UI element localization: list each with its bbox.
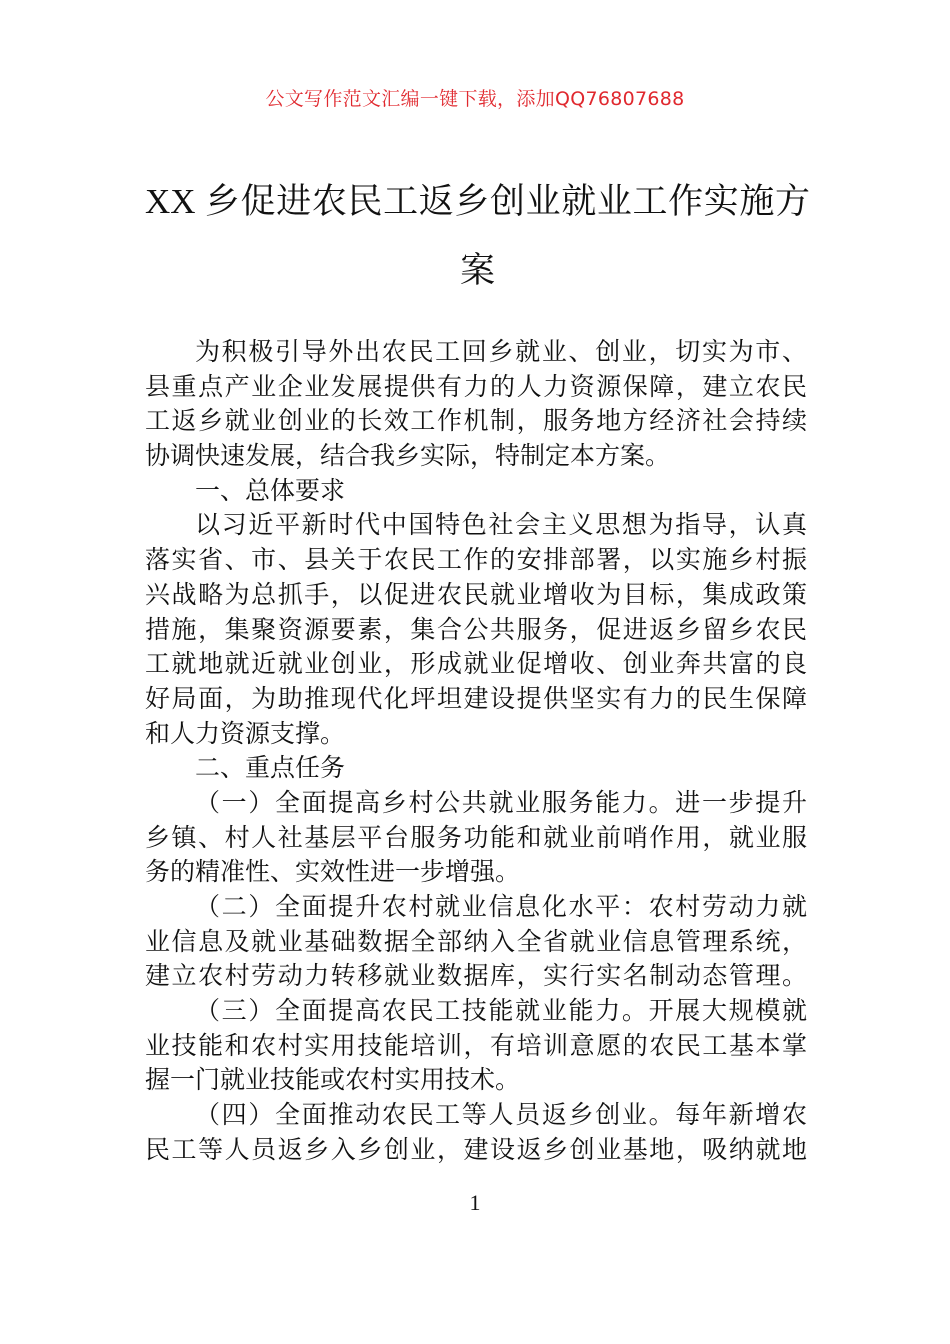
intro-paragraph-line: 协调快速发展，结合我乡实际，特制定本方案。 xyxy=(145,441,671,471)
task-3-line: （三）全面提高农民工技能就业能力。开展大规模就 xyxy=(195,996,807,1026)
page-number: 1 xyxy=(469,1190,481,1215)
task-1-line: 务的精准性、实效性进一步增强。 xyxy=(145,857,521,887)
task-2-line: （二）全面提升农村就业信息化水平：农村劳动力就 xyxy=(195,892,807,921)
task-3-line: 业技能和农村实用技能培训，有培训意愿的农民工基本掌 xyxy=(145,1030,807,1060)
task-3-line: 握一门就业技能或农村实用技术。 xyxy=(145,1065,521,1095)
task-4-line: （四）全面推动农民工等人员返乡创业。每年新增农 xyxy=(195,1100,807,1130)
general-requirements-line: 好局面，为助推现代化坪坦建设提供坚实有力的民生保障 xyxy=(145,683,807,713)
task-1-line: 乡镇、村人社基层平台服务功能和就业前哨作用，就业服 xyxy=(145,822,807,852)
download-promo-note: 公文写作范文汇编一键下载，添加QQ76807688 xyxy=(265,88,685,110)
section-heading-general-requirements: 一、总体要求 xyxy=(195,475,346,505)
task-2-line: 业信息及就业基础数据全部纳入全省就业信息管理系统， xyxy=(145,926,807,956)
intro-paragraph-line: 工返乡就业创业的长效工作机制，服务地方经济社会持续 xyxy=(145,406,807,436)
section-heading-key-tasks: 二、重点任务 xyxy=(195,753,346,783)
task-2-line: 建立农村劳动力转移就业数据库，实行实名制动态管理。 xyxy=(145,961,807,991)
general-requirements-line: 落实省、市、县关于农民工作的安排部署，以实施乡村振 xyxy=(145,545,807,575)
general-requirements-line: 和人力资源支撑。 xyxy=(145,718,346,748)
task-1-line: （一）全面提高乡村公共就业服务能力。进一步提升 xyxy=(195,787,807,817)
intro-paragraph-line: 县重点产业企业发展提供有力的人力资源保障，建立农民 xyxy=(145,371,807,401)
document-title-line-2: 案 xyxy=(459,251,495,290)
general-requirements-line: 以习近平新时代中国特色社会主义思想为指导，认真 xyxy=(195,510,807,540)
document-body xyxy=(145,335,807,1168)
general-requirements-line: 兴战略为总抓手，以促进农民就业增收为目标，集成政策 xyxy=(145,579,807,609)
document-title-line-1: XX 乡促进农民工返乡创业就业工作实施方 xyxy=(145,182,810,221)
general-requirements-line: 措施，集聚资源要素，集合公共服务，促进返乡留乡农民 xyxy=(145,614,807,644)
general-requirements-line: 工就地就近就业创业，形成就业促增收、创业奔共富的良 xyxy=(145,649,807,679)
intro-paragraph-line: 为积极引导外出农民工回乡就业、创业，切实为市、 xyxy=(195,337,807,366)
task-4-line: 民工等人员返乡入乡创业，建设返乡创业基地，吸纳就地 xyxy=(145,1134,807,1164)
